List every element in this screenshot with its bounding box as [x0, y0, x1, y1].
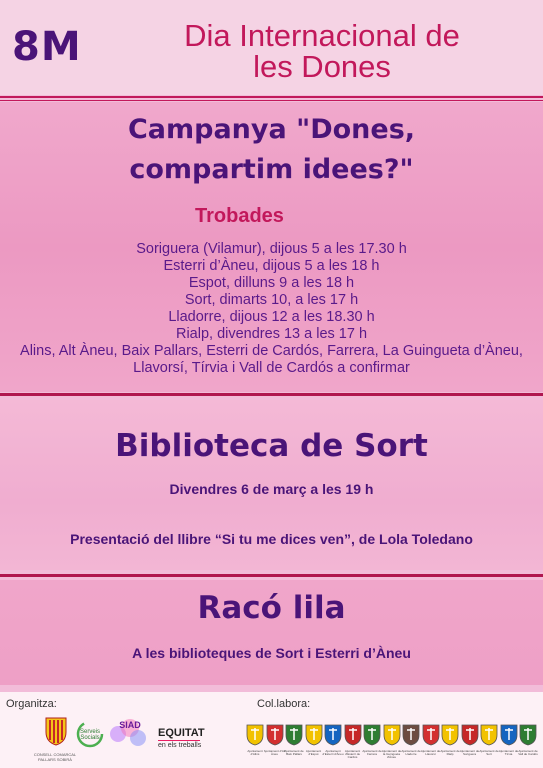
municipality-label: Ajuntament de Farrera — [362, 750, 382, 756]
meeting-item: Espot, dilluns 9 a les 18 h — [188, 275, 355, 291]
meetings-list — [10, 241, 533, 377]
corner-place: A les biblioteques de Sort i Esterri d’Àneu — [132, 645, 411, 661]
municipality-label: Ajuntament de Rialp — [440, 750, 460, 756]
municipality-label: Ajuntament de la Guingueta d'Àneu — [381, 750, 402, 759]
municipality-shield-icon — [422, 724, 442, 748]
municipality-shield-icon — [519, 724, 539, 748]
municipality-label: Ajuntament de Vall de Cardós — [518, 750, 538, 756]
consell-logo — [44, 716, 68, 750]
municipality-label: Ajuntament d'Esterri d'Àneu — [322, 750, 344, 756]
divider-line — [0, 574, 543, 577]
meeting-item: Lladorre, dijous 12 a les 18.30 h — [168, 309, 375, 325]
municipality-label: Ajuntament de Sort — [479, 750, 499, 756]
library-description: Presentació del llibre “Si tu me dices ven”, de Lola Toledano — [70, 531, 473, 547]
equitat-subtitle: en els treballs — [158, 742, 202, 749]
divider-line — [0, 393, 543, 396]
equitat-title: EQUITAT — [158, 727, 205, 739]
municipality-shield-icon — [500, 724, 520, 748]
municipality-label: Ajuntament de Baix Pallars — [284, 750, 304, 756]
municipality-shield-icon — [480, 724, 500, 748]
corner-title: Racó lila — [197, 590, 346, 626]
municipality-label: Ajuntament d'Esterri de Cardós — [344, 750, 361, 759]
library-date: Divendres 6 de març a les 19 h — [169, 481, 374, 497]
campaign-title-line-1: Campanya "Dones, — [127, 114, 416, 145]
municipality-shield-icon — [324, 724, 344, 748]
campaign-title-line-2: compartim idees?" — [129, 154, 414, 185]
municipality-shield-icon — [383, 724, 403, 748]
municipality-shield-icon — [285, 724, 305, 748]
meeting-item: Alins, Alt Àneu, Baix Pallars, Esterri de Cardós, Farrera, La Guingueta d’Àneu, Llavorsí, Tírvia i Vall de Cardós a confirmar — [20, 343, 523, 376]
collaborates-label: Col.labora: — [257, 698, 311, 710]
main-title-line-1: Dia Internacional de — [184, 18, 460, 53]
municipality-label: Ajuntament de Llavorsí — [420, 750, 441, 756]
municipality-label: Ajuntament d'Alins — [247, 750, 263, 756]
divider-line — [0, 96, 543, 98]
campaign-title — [40, 110, 503, 190]
shield-icon — [44, 716, 68, 746]
divider-line — [0, 100, 543, 101]
municipality-shield-icon — [441, 724, 461, 748]
meetings-subtitle: Trobades — [195, 205, 284, 227]
consell-logo-label: CONSELL COMARCAL PALLARS SOBIRÀ — [33, 752, 77, 762]
municipality-label: Ajuntament de Soriguera — [459, 750, 480, 756]
municipality-shield-icon — [305, 724, 325, 748]
meeting-item: Sort, dimarts 10, a les 17 h — [184, 292, 359, 308]
library-title: Biblioteca de Sort — [115, 428, 428, 464]
municipality-shield-icon — [461, 724, 481, 748]
municipality-label: Ajuntament de Tírvia — [498, 750, 519, 756]
badge-8m: 8M — [12, 24, 82, 70]
meeting-item: Esterri d’Àneu, dijous 5 a les 18 h — [163, 258, 380, 274]
meeting-item: Rialp, divendres 13 a les 17 h — [175, 326, 368, 342]
municipality-shield-icon — [266, 724, 286, 748]
municipality-label: Ajuntament d'Alt Àneu — [263, 750, 286, 756]
municipality-label: Ajuntament de Lladorre — [401, 750, 421, 756]
siad-label: SIAD — [119, 720, 141, 730]
municipality-shield-icon — [246, 724, 266, 748]
serveis-socials-label: Serveis Socials — [79, 729, 100, 741]
municipality-shield-icon — [363, 724, 383, 748]
equitat-underline — [158, 740, 200, 741]
meeting-item: Soriguera (Vilamur), dijous 5 a les 17.30 h — [136, 241, 407, 257]
main-title-line-2: les Dones — [253, 49, 391, 84]
main-title — [118, 20, 526, 82]
municipality-shield-icon — [402, 724, 422, 748]
municipality-label: Ajuntament d'Espot — [305, 750, 322, 756]
municipality-shield-icon — [344, 724, 364, 748]
organizes-label: Organitza: — [6, 698, 57, 710]
